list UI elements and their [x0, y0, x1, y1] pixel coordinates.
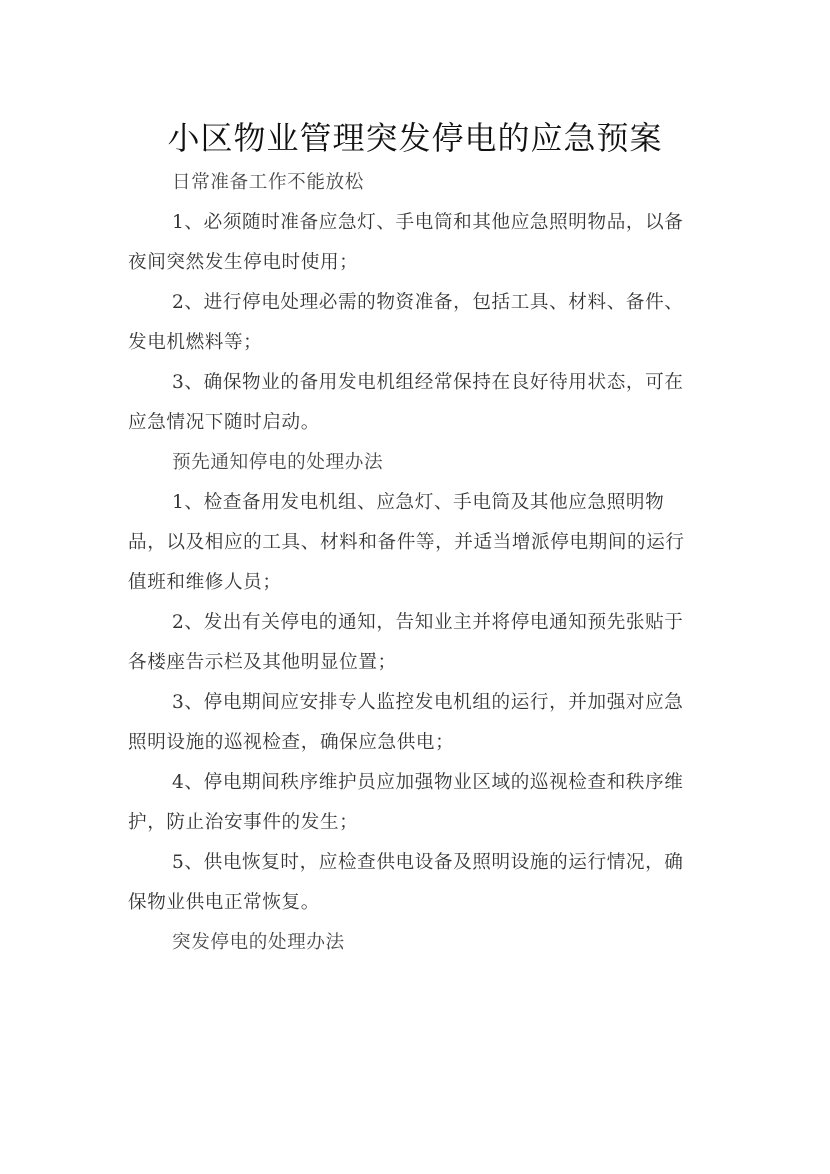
- paragraph: 2、进行停电处理必需的物资准备，包括工具、材料、备件、发电机燃料等；: [128, 292, 684, 353]
- section-heading-planned-outage: 预先通知停电的处理办法: [172, 452, 384, 473]
- paragraph: 4、停电期间秩序维护员应加强物业区域的巡视检查和秩序维护，防止治安事件的发生；: [128, 772, 684, 833]
- paragraph: 1、检查备用发电机组、应急灯、手电筒及其他应急照明物品，以及相应的工具、材料和备件等，并适当增派停电期间的运行值班和维修人员；: [128, 492, 685, 593]
- section-heading-daily-prep: 日常准备工作不能放松: [172, 172, 364, 193]
- paragraph: 2、发出有关停电的通知，告知业主并将停电通知预先张贴于各楼座告示栏及其他明显位置；: [128, 612, 684, 673]
- document-body: [128, 163, 700, 963]
- section-heading-sudden-outage: 突发停电的处理办法: [172, 932, 345, 953]
- document-title: 小区物业管理突发停电的应急预案: [167, 119, 663, 158]
- paragraph: 1、必须随时准备应急灯、手电筒和其他应急照明物品，以备夜间突然发生停电时使用；: [128, 212, 684, 273]
- paragraph: 3、停电期间应安排专人监控发电机组的运行，并加强对应急照明设施的巡视检查，确保应急供电；: [128, 692, 684, 753]
- paragraph: 3、确保物业的备用发电机组经常保持在良好待用状态，可在应急情况下随时启动。: [128, 372, 684, 433]
- paragraph: 5、供电恢复时，应检查供电设备及照明设施的运行情况，确保物业供电正常恢复。: [128, 852, 684, 913]
